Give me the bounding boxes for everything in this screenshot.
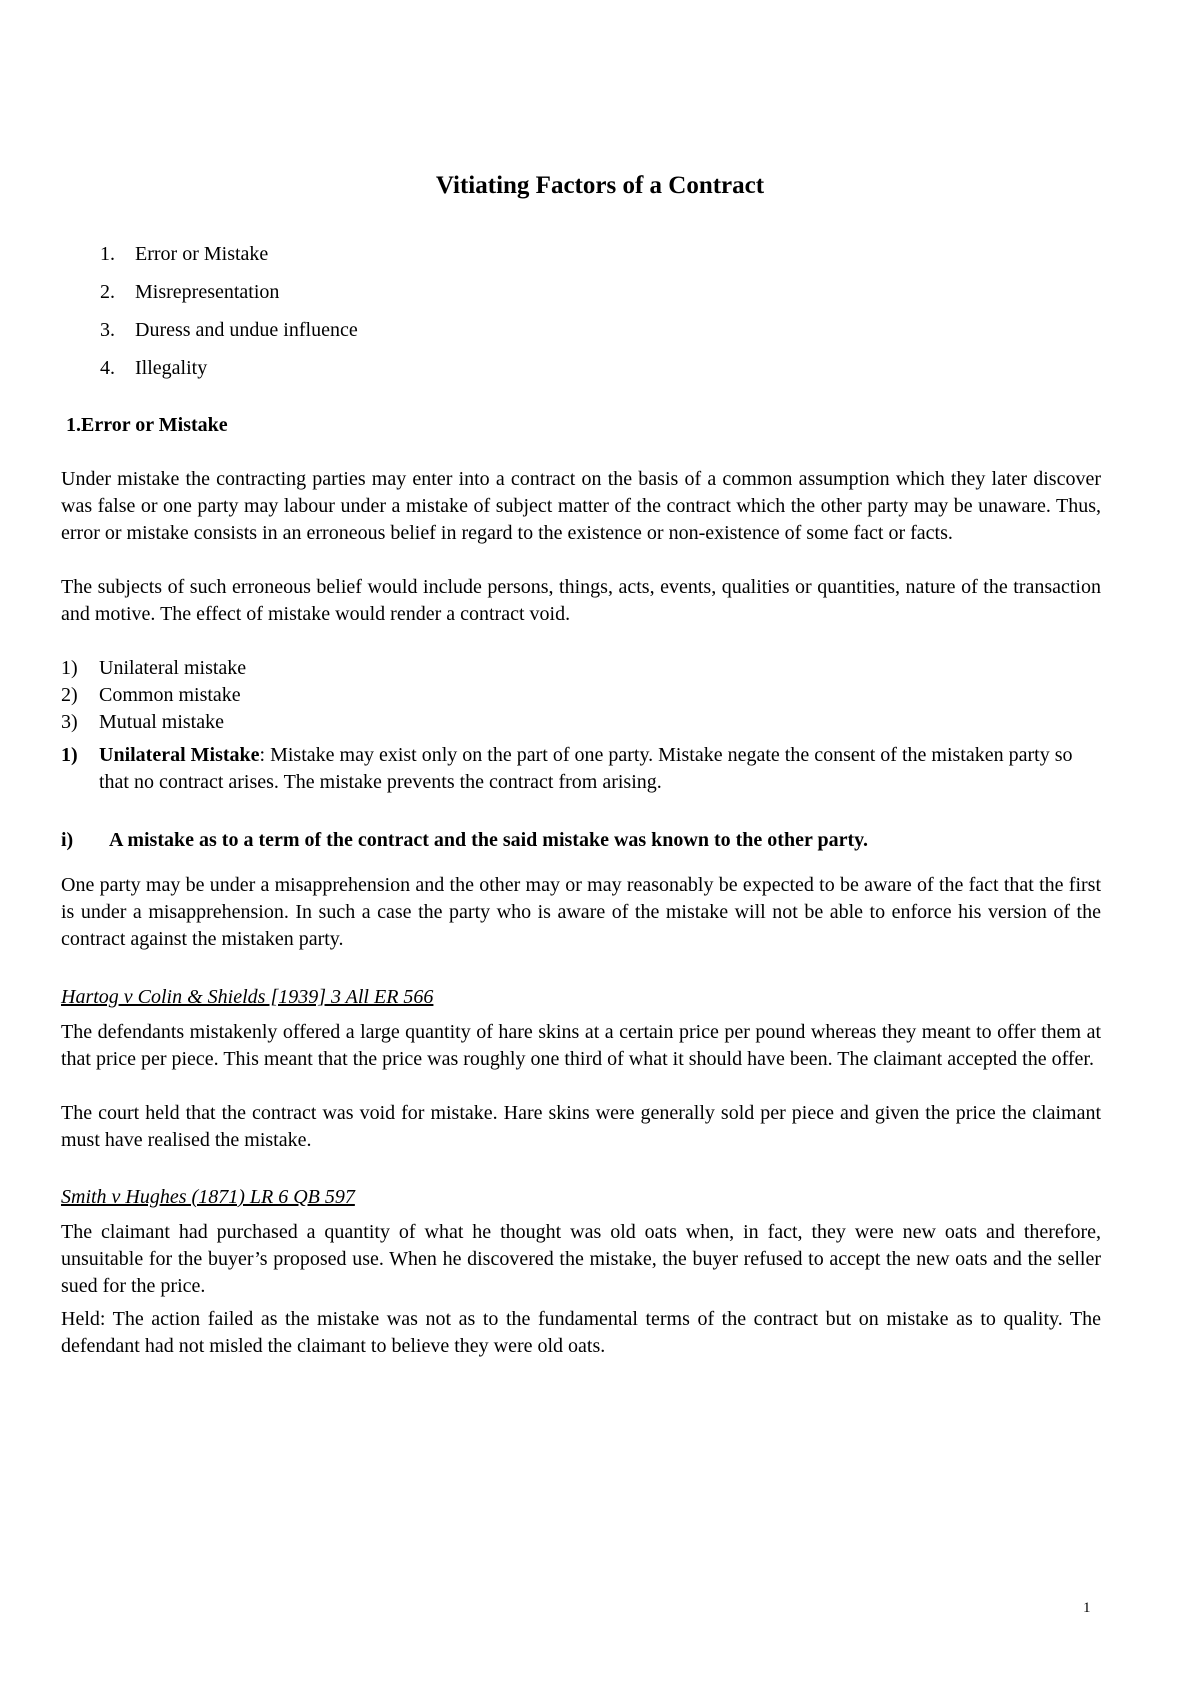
list-item-text: Common mistake: [99, 684, 241, 706]
case-citation: Smith v Hughes (1871) LR 6 QB 597: [61, 1186, 355, 1208]
list-item-number: 1): [61, 657, 78, 679]
list-item-text: Error or Mistake: [135, 243, 269, 265]
list-item-text: Illegality: [135, 357, 208, 379]
list-item-number: 3.: [100, 319, 115, 341]
list-item: [100, 281, 358, 319]
list-item-number: 1.: [100, 243, 115, 265]
sub-heading-number: i): [61, 829, 74, 851]
list-item: [100, 243, 358, 281]
sub-heading-text: A mistake as to a term of the contract and the said mistake was known to the other party.: [109, 829, 869, 851]
page-number: 1: [1083, 1600, 1091, 1616]
misapprehension-paragraph: One party may be under a misapprehension and the other may or may reasonably be expected to be aware of the fact that the first is under a misapprehension. In such a case the party who is aware of the mistake will not be able to enforce his version of the contract against the mistaken party.: [61, 874, 1101, 950]
definition-separator: :: [259, 744, 266, 766]
definition-text: Mistake may exist only on the part of one party. Mistake negate the consent of the mistaken party so that no contract arises. The mistake prevents the contract from arising.: [99, 744, 1073, 793]
list-item-number: 1): [61, 744, 78, 766]
list-item-text: Misrepresentation: [135, 281, 280, 303]
list-item: [100, 357, 358, 395]
list-item-text: Unilateral mistake: [99, 657, 247, 679]
definition-term: Unilateral Mistake: [99, 744, 260, 766]
list-item: [61, 684, 246, 711]
document-title: Vitiating Factors of a Contract: [435, 172, 765, 199]
list-item-number: 3): [61, 711, 78, 733]
case-facts: The claimant had purchased a quantity of what he thought was old oats when, in fact, they were new oats and therefore, unsuitable for the buyer’s proposed use. When he discovered the mistake, the buyer refused to accept the new oats and the seller sued for the price.: [61, 1221, 1101, 1297]
list-item-text: Mutual mistake: [99, 711, 224, 733]
unilateral-mistake-definition: [61, 742, 1101, 796]
list-item-text: Duress and undue influence: [135, 319, 358, 341]
factors-list: [100, 243, 358, 395]
subjects-paragraph: The subjects of such erroneous belief would include persons, things, acts, events, qualities or quantities, nature of the transaction and motive. The effect of mistake would render a contract void.: [61, 576, 1101, 625]
case-citation: Hartog v Colin & Shields [1939] 3 All ER 566: [61, 986, 434, 1008]
intro-paragraph: Under mistake the contracting parties may enter into a contract on the basis of a common assumption which they later discover was false or one party may labour under a mistake of subject matter of the contract which the other party may be unaware. Thus, error or mistake consists in an erroneous belief in regard to the existence or non-existence of some fact or facts.: [61, 468, 1101, 544]
case-holding: Held: The action failed as the mistake was not as to the fundamental terms of the contract but on mistake as to quality. The defendant had not misled the claimant to believe they were old oats.: [61, 1308, 1101, 1357]
list-item: [61, 711, 246, 738]
list-item-number: 2): [61, 684, 78, 706]
definition-body: [99, 742, 1101, 796]
list-item-number: 2.: [100, 281, 115, 303]
sub-heading: [61, 829, 868, 852]
case-holding: The court held that the contract was void for mistake. Hare skins were generally sold per piece and given the price the claimant must have realised the mistake.: [61, 1102, 1101, 1151]
case-facts: The defendants mistakenly offered a large quantity of hare skins at a certain price per pound whereas they meant to offer them at that price per piece. This meant that the price was roughly one third of what it should have been. The claimant accepted the offer.: [61, 1021, 1101, 1070]
list-item: [100, 319, 358, 357]
mistake-types-list: [61, 657, 246, 738]
list-item-number: 4.: [100, 357, 115, 379]
section-heading: 1.Error or Mistake: [66, 414, 228, 436]
list-item: [61, 657, 246, 684]
